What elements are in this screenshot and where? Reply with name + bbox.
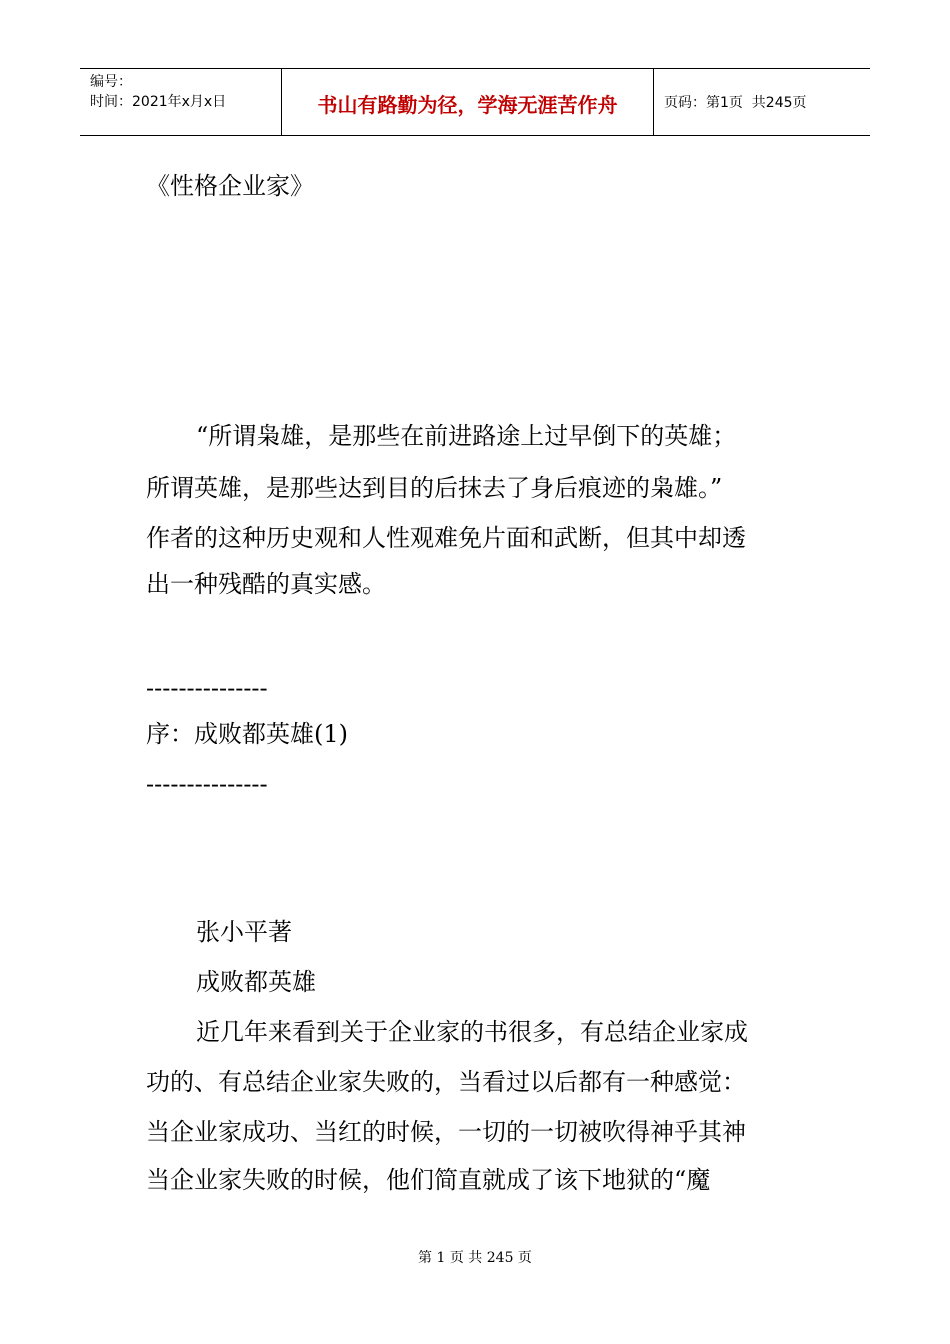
- paragraph2-line-2: 功的、有总结企业家失败的，当看过以后都有一种感觉：: [146, 1068, 746, 1096]
- number-label: 编号：: [90, 74, 132, 90]
- page-header: [80, 68, 870, 136]
- preface-heading: 序：成败都英雄(1): [146, 720, 348, 748]
- divider-top: ---------------: [146, 674, 268, 702]
- paragraph2-line-4: 当企业家失败的时候，他们简直就成了该下地狱的“魔: [146, 1166, 711, 1194]
- paragraph2-line-1: 近几年来看到关于企业家的书很多，有总结企业家成: [196, 1018, 748, 1046]
- paragraph1-line-1: “所谓枭雄，是那些在前进路途上过早倒下的英雄；: [196, 422, 737, 450]
- subtitle: 成败都英雄: [196, 968, 316, 996]
- author-line: 张小平著: [196, 918, 292, 946]
- document-title: 《性格企业家》: [146, 172, 314, 200]
- paragraph2-line-3: 当企业家成功、当红的时候，一切的一切被吹得神乎其神: [146, 1118, 746, 1146]
- divider-bottom: ---------------: [146, 770, 268, 798]
- header-page-info: [654, 69, 870, 135]
- header-meta: [80, 69, 282, 135]
- paragraph1-line-3: 作者的这种历史观和人性观难免片面和武断，但其中却透: [146, 524, 746, 552]
- paragraph1-line-2: 所谓英雄，是那些达到目的后抹去了身后痕迹的枭雄。”: [146, 474, 723, 502]
- header-motto: 书山有路勤为径，学海无涯苦作舟: [282, 69, 654, 135]
- page-info-text: 页码：第1页 共245页: [664, 95, 807, 111]
- page-footer: 第 1 页 共 245 页: [418, 1250, 532, 1266]
- date-label: 时间：2021年x月x日: [90, 94, 227, 110]
- paragraph1-line-4: 出一种残酷的真实感。: [146, 570, 386, 598]
